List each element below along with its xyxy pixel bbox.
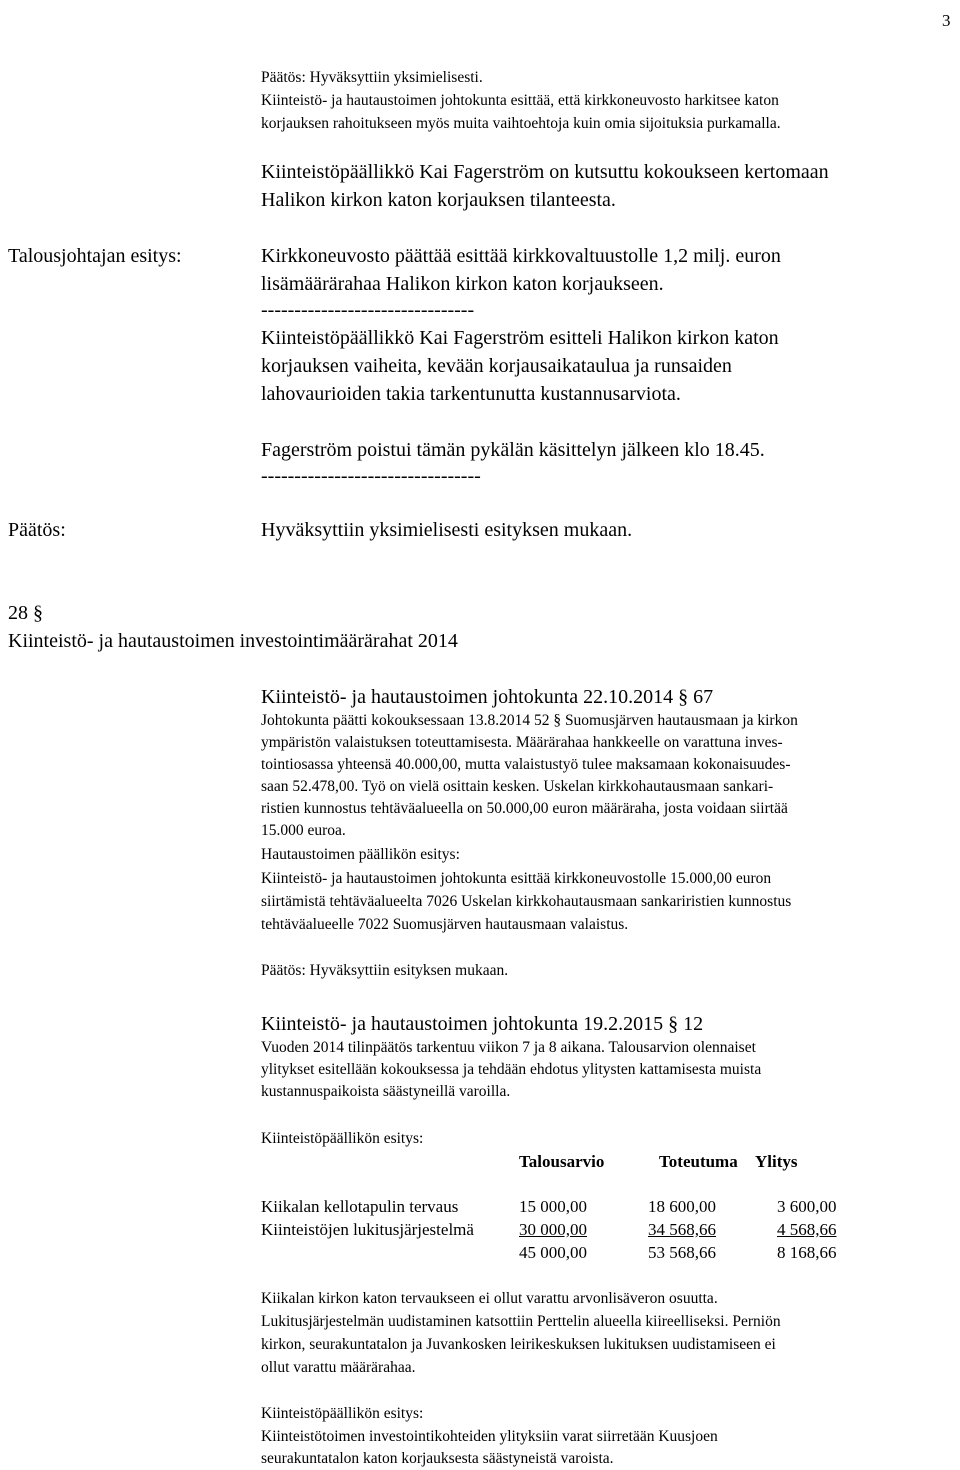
decision-line-1: Päätös: Hyväksyttiin yksimielisesti. [261, 69, 483, 86]
board2-heading: Kiinteistö- ja hautaustoimen johtokunta 19.2.2015 § 12 [261, 1013, 704, 1035]
board1-line-4: saan 52.478,00. Työ on vielä osittain kesken. Uskelan kirkkohautausmaan sankari- [261, 778, 774, 795]
header-actual: Toteutuma [659, 1152, 738, 1171]
section-title: Kiinteistö- ja hautaustoimen investointimäärärahat 2014 [8, 630, 458, 652]
note-line-1: Kiikalan kirkon katon tervaukseen ei ollut varattu arvonlisäveron osuutta. [261, 1290, 718, 1307]
decision-label: Päätös: [8, 519, 66, 541]
row-over: 3 600,00 [777, 1197, 837, 1216]
board2-line-2: ylitykset esitellään kokouksessa ja tehdään ehdotus ylitysten kattamisesta muista [261, 1061, 762, 1078]
row-over: 4 568,66 [777, 1220, 837, 1239]
board1-line-9: siirtämistä tehtäväalueelta 7026 Uskelan kirkkohautausmaan sankariristien kunnostus [261, 893, 792, 910]
board-text-line-1: Kiinteistö- ja hautaustoimen johtokunta esittää, että kirkkoneuvosto harkitsee katon [261, 92, 779, 109]
decision-text: Hyväksyttiin yksimielisesti esityksen mukaan. [261, 519, 633, 541]
row-actual: 18 600,00 [648, 1197, 716, 1216]
note-line-2: Lukitusjärjestelmän uudistaminen katsottiin Perttelin alueella kiireelliseksi. Perniön [261, 1313, 781, 1330]
note-line-3: kirkon, seurakuntatalon ja Juvankosken leirikeskuksen lukituksen uudistamiseen ei [261, 1336, 776, 1353]
left-meeting-line: Fagerström poistui tämän pykälän käsittelyn jälkeen klo 18.45. [261, 439, 765, 461]
info-line-1: Kiinteistöpäällikkö Kai Fagerström esitteli Halikon kirkon katon [261, 327, 779, 349]
separator-1: -------------------------------- [261, 299, 475, 321]
board1-line-10: tehtäväalueelle 7022 Suomusjärven hautausmaan valaistus. [261, 916, 629, 933]
total-actual: 53 568,66 [648, 1243, 716, 1262]
row-budget: 15 000,00 [519, 1197, 587, 1216]
final-line-1: Kiinteistötoimen investointikohteiden ylityksiin varat siirretään Kuusjoen [261, 1428, 718, 1445]
board2-line-1: Vuoden 2014 tilinpäätös tarkentuu viikon 7 ja 8 aikana. Talousarvion olennaiset [261, 1039, 756, 1056]
row-actual: 34 568,66 [648, 1220, 716, 1239]
proposal-label: Talousjohtajan esitys: [8, 245, 182, 267]
separator-2: --------------------------------- [261, 465, 481, 487]
total-over: 8 168,66 [777, 1243, 837, 1262]
board1-line-2: ympäristön valaistuksen toteuttamisesta. Määrärahaa hankkeelle on varattuna inves- [261, 734, 783, 751]
board1-line-1: Johtokunta päätti kokouksessaan 13.8.2014 52 § Suomusjärven hautausmaan ja kirkon [261, 712, 798, 729]
row-budget: 30 000,00 [519, 1220, 587, 1239]
board1-heading: Kiinteistö- ja hautaustoimen johtokunta 22.10.2014 § 67 [261, 686, 714, 708]
final-proposal-label: Kiinteistöpäällikön esitys: [261, 1405, 424, 1422]
note-line-4: ollut varattu määrärahaa. [261, 1359, 416, 1376]
board1-line-7: Hautaustoimen päällikön esitys: [261, 846, 460, 863]
invite-line-1: Kiinteistöpäällikkö Kai Fagerström on kutsuttu kokoukseen kertomaan [261, 161, 829, 183]
board-text-line-2: korjauksen rahoitukseen myös muita vaihtoehtoja kuin omia sijoituksia purkamalla. [261, 115, 781, 132]
board2-line-3: kustannuspaikoista säästyneillä varoilla. [261, 1083, 511, 1100]
board1-decision: Päätös: Hyväksyttiin esityksen mukaan. [261, 962, 509, 979]
section-number: 28 § [8, 602, 43, 624]
board1-line-8: Kiinteistö- ja hautaustoimen johtokunta esittää kirkkoneuvostolle 15.000,00 euron [261, 870, 772, 887]
header-budget: Talousarvio [519, 1152, 605, 1171]
header-over: Ylitys [755, 1152, 798, 1171]
invite-line-2: Halikon kirkon katon korjauksen tilanteesta. [261, 189, 616, 211]
total-budget: 45 000,00 [519, 1243, 587, 1262]
final-line-2: seurakuntatalon katon korjauksesta säästyneistä varoista. [261, 1450, 614, 1467]
proposal-line-1: Kirkkoneuvosto päättää esittää kirkkovaltuustolle 1,2 milj. euron [261, 245, 781, 267]
info-line-2: korjauksen vaiheita, kevään korjausaikataulua ja runsaiden [261, 355, 732, 377]
page-number: 3 [942, 11, 951, 30]
board1-line-5: ristien kunnostus tehtäväalueella on 50.000,00 euron määräraha, josta voidaan siirtää [261, 800, 788, 817]
board1-line-6: 15.000 euroa. [261, 822, 346, 839]
proposal-line-2: lisämäärärahaa Halikon kirkon katon korjaukseen. [261, 273, 664, 295]
info-line-3: lahovaurioiden takia tarkentunutta kustannusarviota. [261, 383, 681, 405]
board1-line-3: tointiosassa yhteensä 40.000,00, mutta valaistustyö tulee maksamaan kokonaisuudes- [261, 756, 791, 773]
row-label: Kiinteistöjen lukitusjärjestelmä [261, 1220, 474, 1239]
board2-proposal-label: Kiinteistöpäällikön esitys: [261, 1130, 424, 1147]
row-label: Kiikalan kellotapulin tervaus [261, 1197, 459, 1216]
